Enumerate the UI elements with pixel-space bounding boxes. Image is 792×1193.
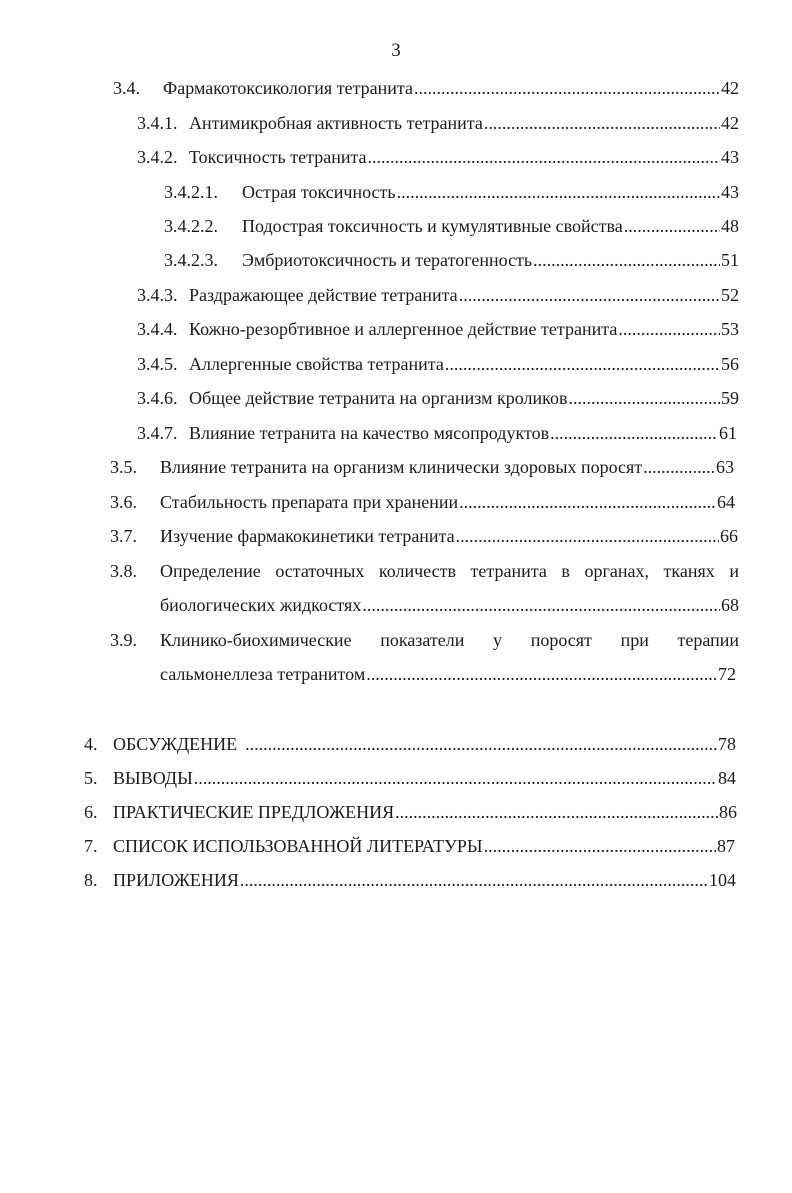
toc-entry [110,524,738,548]
toc-entry-page: 86 [719,802,737,822]
toc-entry-title: биологических жидкостях [160,595,362,615]
toc-entry-title: Подострая токсичность и кумулятивные свойства [242,216,623,236]
toc-entry-number: 4. [84,734,98,754]
toc-entry-page: 59 [721,388,739,408]
toc-entry-continuation [160,662,736,686]
toc-entry [137,145,739,169]
toc-entry-number: 3.9. [110,630,137,650]
leader-dots [624,214,720,238]
toc-entry-page: 87 [717,836,735,856]
toc-entry-title: Токсичность тетранита [189,147,367,167]
toc-entry-number: 3.7. [110,526,137,546]
page-number: 3 [391,40,401,61]
toc-entry-number: 3.4.3. [137,285,178,305]
leader-dots [459,283,720,307]
toc-entry-number: 3.4.2.1. [164,182,218,202]
toc-entry-title: сальмонеллеза тетранитом [160,664,366,684]
toc-entry-number: 3.4.2. [137,147,178,167]
toc-entry [110,455,734,479]
toc-entry-title: Общее действие тетранита на организм кроликов [189,388,568,408]
toc-entry [84,834,735,858]
toc-entry-page: 43 [721,182,739,202]
leader-dots [618,317,720,341]
toc-entry [137,352,739,376]
toc-entry [113,76,739,100]
toc-entry-page: 42 [721,78,739,98]
toc-entry-title: Фармакотоксикология тетранита [163,78,413,98]
leader-dots [395,800,718,824]
toc-entry-title: ОБСУЖДЕНИЕ [113,734,238,754]
toc-entry-page: 64 [717,492,735,512]
toc-entry-page: 104 [709,870,736,890]
toc-entry [164,180,739,204]
toc-entry-title: ВЫВОДЫ [113,768,193,788]
toc-entry-number: 3.6. [110,492,137,512]
toc-entry-number: 3.4.2.2. [164,216,218,236]
toc-entry-page: 66 [720,526,738,546]
toc-entry-page: 52 [721,285,739,305]
toc-entry-title: Антимикробная активность тетранита [189,113,483,133]
toc-entry-number: 8. [84,870,98,890]
toc-entry-title: Стабильность препарата при хранении [160,492,459,512]
leader-dots [414,76,720,100]
toc-entry-number: 3.4.5. [137,354,178,374]
toc-entry-page: 72 [718,664,736,684]
toc-entry-page: 68 [721,595,739,615]
toc-entry-page: 42 [721,113,739,133]
toc-entry-page: 51 [721,250,739,270]
toc-entry [164,248,739,272]
toc-entry-page: 48 [721,216,739,236]
toc-entry-title: Аллергенные свойства тетранита [189,354,444,374]
leader-dots [366,662,717,686]
leader-dots [445,352,720,376]
toc-entry [137,317,739,341]
toc-entry-title: СПИСОК ИСПОЛЬЗОВАННОЙ ЛИТЕРАТУРЫ [113,836,483,856]
toc-entry-title: Кожно-резорбтивное и аллергенное действие тетранита [189,319,618,339]
leader-dots [568,386,720,410]
toc-entry [137,111,739,135]
leader-dots [533,248,720,272]
toc-entry-number: 3.4.4. [137,319,178,339]
leader-dots [397,180,720,204]
toc-entry-page: 53 [721,319,739,339]
leader-dots [643,455,715,479]
leader-dots [245,732,717,756]
toc-entry [110,490,735,514]
toc-entry-title: ПРАКТИЧЕСКИЕ ПРЕДЛОЖЕНИЯ [113,802,395,822]
toc-entry-number: 6. [84,802,98,822]
toc-entry-page: 84 [718,768,736,788]
toc-entry-number: 3.4.1. [137,113,178,133]
toc-entry-title: Эмбриотоксичность и тератогенность [242,250,533,270]
toc-entry-title: Клинико-биохимические показатели у поросят при терапии [160,630,739,650]
toc-entry-title: Определение остаточных количеств тетранита в органах, тканях и [160,561,739,581]
toc-entry-number: 3.4.2.3. [164,250,218,270]
toc-entry [84,766,736,790]
toc-entry-title: ПРИЛОЖЕНИЯ [113,870,239,890]
toc-entry [137,421,737,445]
toc-entry [84,732,736,756]
leader-dots [484,111,720,135]
toc-entry-continuation [160,593,739,617]
toc-entry-title: Острая токсичность [242,182,396,202]
toc-entry-number: 3.8. [110,561,137,581]
toc-entry [164,214,739,238]
toc-entry-title: Раздражающее действие тетранита [189,285,458,305]
toc-entry-page: 43 [721,147,739,167]
toc-entry [84,800,737,824]
toc-entry-page: 56 [721,354,739,374]
toc-entry-number: 5. [84,768,98,788]
toc-entry-number: 3.4. [113,78,140,98]
leader-dots [368,145,720,169]
toc-entry-title: Влияние тетранита на организм клинически здоровых поросят [160,457,643,477]
leader-dots [459,490,716,514]
toc-entry [137,386,739,410]
toc-entry-page: 63 [716,457,734,477]
toc-entry-number: 7. [84,836,98,856]
toc-entry-page: 61 [719,423,737,443]
toc-entry-number: 3.4.6. [137,388,178,408]
toc-entry [137,283,739,307]
leader-dots [484,834,716,858]
toc-entry-number: 3.5. [110,457,137,477]
toc-entry-page: 78 [718,734,736,754]
toc-entry-number: 3.4.7. [137,423,178,443]
leader-dots [240,868,708,892]
leader-dots [362,593,720,617]
toc-entry-title: Изучение фармакокинетики тетранита [160,526,455,546]
leader-dots [194,766,717,790]
leader-dots [550,421,718,445]
toc-entry-title: Влияние тетранита на качество мясопродуктов [189,423,550,443]
leader-dots [456,524,719,548]
toc-entry [84,868,736,892]
